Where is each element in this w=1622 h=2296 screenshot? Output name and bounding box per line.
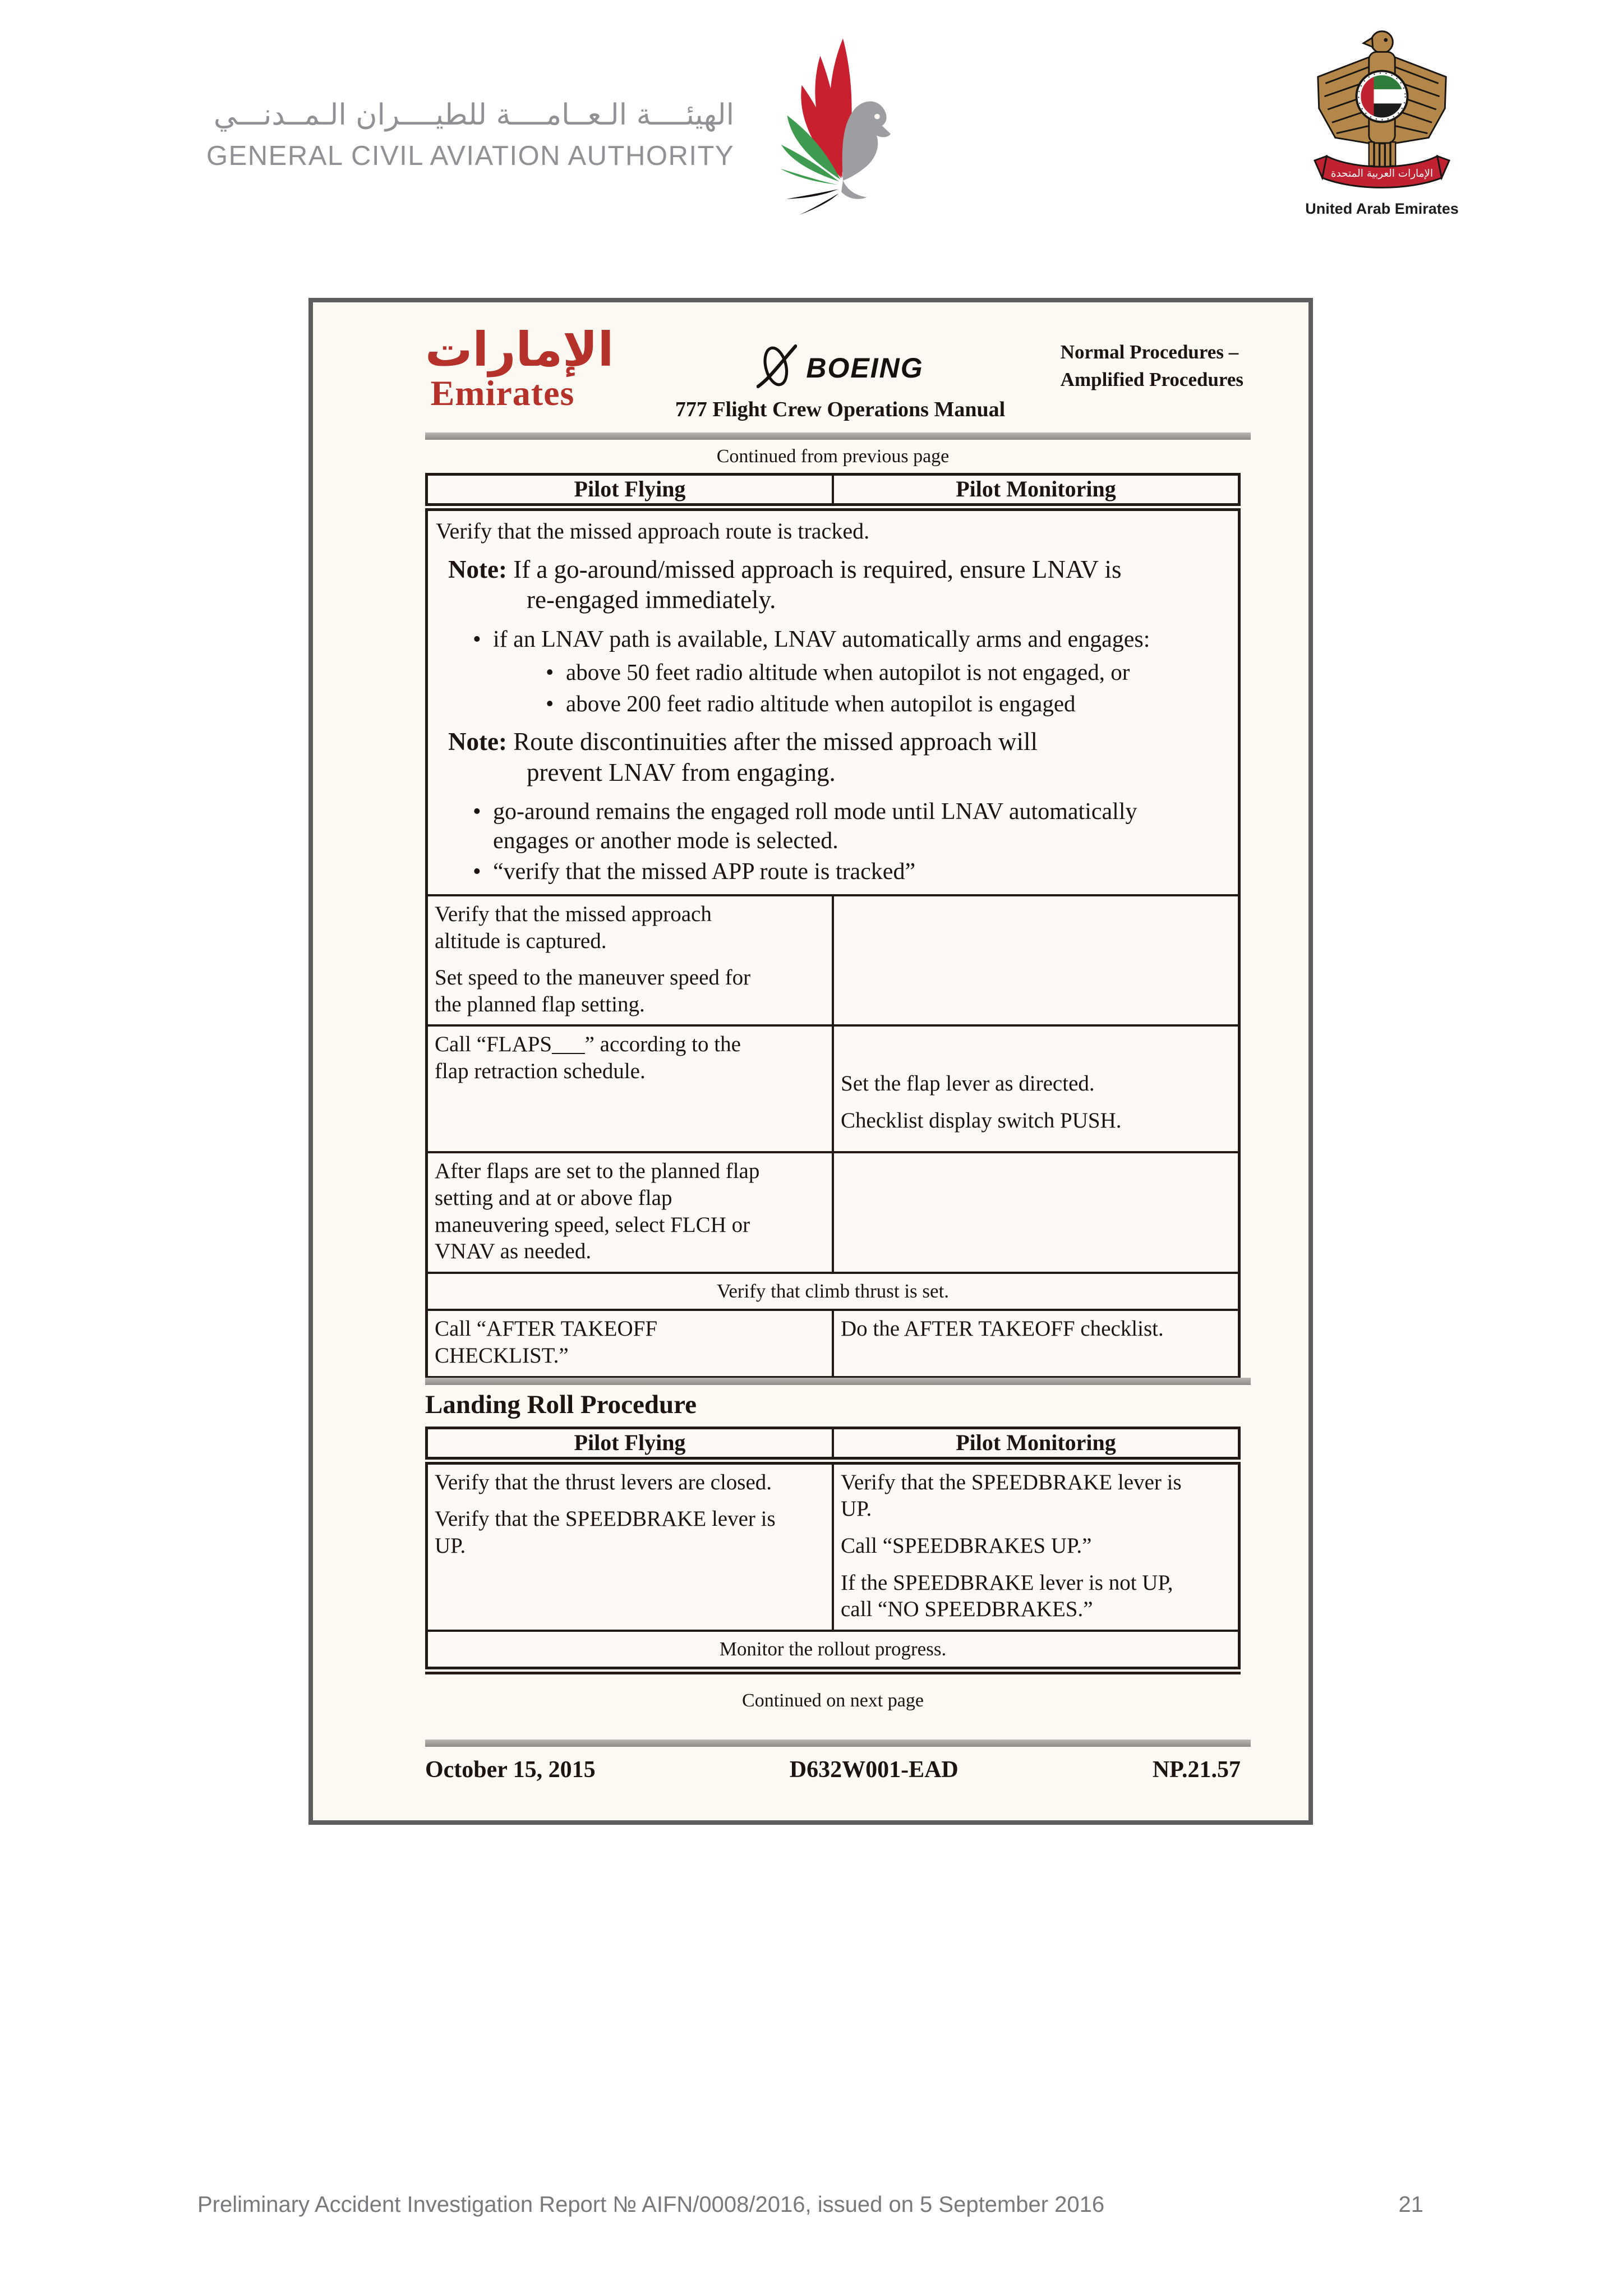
emirates-arabic-mark: الإمارات bbox=[425, 322, 614, 377]
procedure-text: Call “FLAPS___” according to the flap retraction schedule. bbox=[435, 1032, 741, 1084]
separator-bar bbox=[425, 1740, 1251, 1747]
table-row bbox=[427, 1461, 1239, 1631]
landing-roll-procedure-table bbox=[425, 1427, 1241, 1674]
report-page-number: 21 bbox=[1398, 2192, 1423, 2217]
table-header-row bbox=[427, 1428, 1239, 1461]
table-row bbox=[427, 1152, 1239, 1272]
gcaa-arabic-title: الهيئــــة الـعــامــــة للطيــــران الـمــدنـــي bbox=[213, 98, 735, 132]
boeing-header bbox=[661, 344, 1020, 422]
continued-from-note: Continued from previous page bbox=[716, 446, 950, 467]
gcaa-falcon-icon bbox=[762, 35, 892, 223]
procedure-text: Verify that the missed approach altitude is captured. bbox=[435, 902, 712, 953]
uae-caption: United Arab Emirates bbox=[1305, 200, 1459, 217]
procedure-text: Call “SPEEDBRAKES UP.” bbox=[841, 1533, 1092, 1558]
emirates-logo bbox=[425, 322, 614, 413]
report-footer bbox=[197, 2192, 1423, 2217]
emirates-wordmark: Emirates bbox=[430, 373, 575, 413]
manual-footer-document-number: D632W001-EAD bbox=[789, 1757, 959, 1783]
procedure-text: Verify that the thrust levers are closed. bbox=[435, 1470, 772, 1494]
go-around-procedure-table bbox=[425, 473, 1241, 1384]
procedure-text: If the SPEEDBRAKE lever is not UP, call “NO SPEEDBRAKES.” bbox=[841, 1570, 1173, 1622]
empty-cell bbox=[833, 895, 1239, 1025]
pilot-flying-header: Pilot Flying bbox=[427, 475, 833, 507]
uae-emblem bbox=[1305, 27, 1459, 218]
bullet-item: • “verify that the missed APP route is tracked” bbox=[471, 858, 1230, 886]
sub-bullet-item: • above 200 feet radio altitude when autopilot is engaged bbox=[543, 689, 1230, 717]
table-row bbox=[427, 507, 1239, 895]
procedure-text: Verify that the SPEEDBRAKE lever is UP. bbox=[841, 1470, 1182, 1521]
chapter-label-line2: Amplified Procedures bbox=[1060, 369, 1243, 390]
table-header-row bbox=[427, 475, 1239, 507]
table-row bbox=[427, 895, 1239, 1025]
table-row bbox=[427, 1310, 1239, 1379]
pilot-monitoring-header: Pilot Monitoring bbox=[833, 1428, 1239, 1461]
document-scan bbox=[308, 298, 1313, 1825]
table-row bbox=[427, 1631, 1239, 1671]
uae-falcon-emblem-icon bbox=[1308, 27, 1455, 195]
gcaa-english-title: GENERAL CIVIL AVIATION AUTHORITY bbox=[206, 140, 735, 171]
procedure-text: Set the flap lever as directed. bbox=[841, 1071, 1095, 1096]
separator-bar bbox=[425, 432, 1251, 440]
boeing-logo-icon bbox=[757, 344, 797, 392]
boeing-wordmark: BOEING bbox=[806, 352, 924, 384]
continued-on-note: Continued on next page bbox=[742, 1690, 924, 1711]
report-footer-text: Preliminary Accident Investigation Report № AIFN/0008/2016, issued on 5 September 2016 bbox=[197, 2192, 1105, 2217]
table-row bbox=[427, 1273, 1239, 1310]
procedure-text: Verify that the SPEEDBRAKE lever is UP. bbox=[435, 1507, 776, 1558]
landing-roll-title: Landing Roll Procedure bbox=[425, 1390, 697, 1419]
shared-procedure-text: Monitor the rollout progress. bbox=[427, 1631, 1239, 1671]
bullet-item: • if an LNAV path is available, LNAV automatically arms and engages: bbox=[471, 625, 1230, 654]
note-block: Note: If a go-around/missed approach is required, ensure LNAV is re-engaged immediately. bbox=[448, 555, 1122, 614]
separator-bar bbox=[425, 1378, 1251, 1385]
chapter-label-line1: Normal Procedures – bbox=[1060, 341, 1239, 363]
shared-procedure-text: Verify that climb thrust is set. bbox=[427, 1273, 1239, 1310]
manual-footer-page-ref: NP.21.57 bbox=[1152, 1757, 1241, 1783]
sub-bullet-item: • above 50 feet radio altitude when autopilot is not engaged, or bbox=[543, 658, 1230, 686]
empty-cell bbox=[833, 1152, 1239, 1272]
procedure-text: Do the AFTER TAKEOFF checklist. bbox=[841, 1317, 1164, 1341]
gcaa-logo bbox=[206, 99, 734, 172]
procedure-text: After flaps are set to the planned flap setting and at or above flap maneuvering speed, select FLCH or VNAV as needed. bbox=[435, 1159, 760, 1264]
pilot-monitoring-header: Pilot Monitoring bbox=[833, 475, 1239, 507]
bullet-item: • go-around remains the engaged roll mode until LNAV automatically engages or another mode is selected. bbox=[471, 798, 1230, 855]
pilot-flying-header: Pilot Flying bbox=[427, 1428, 833, 1461]
manual-footer bbox=[425, 1756, 1241, 1783]
manual-footer-date: October 15, 2015 bbox=[425, 1757, 596, 1783]
chapter-label bbox=[1061, 338, 1243, 393]
procedure-text: Set speed to the maneuver speed for the planned flap setting. bbox=[435, 965, 751, 1016]
procedure-text: Call “AFTER TAKEOFF CHECKLIST.” bbox=[435, 1317, 658, 1368]
uae-banner-arabic-text: الإمارات العربية المتحدة bbox=[1330, 168, 1434, 180]
manual-title: 777 Flight Crew Operations Manual bbox=[675, 398, 1006, 421]
procedure-text: Checklist display switch PUSH. bbox=[841, 1108, 1122, 1133]
table-row bbox=[427, 1025, 1239, 1152]
procedure-text: Verify that the missed approach route is tracked. bbox=[436, 518, 870, 544]
note-block: Note: Route discontinuities after the missed approach will prevent LNAV from engaging. bbox=[448, 727, 1038, 786]
